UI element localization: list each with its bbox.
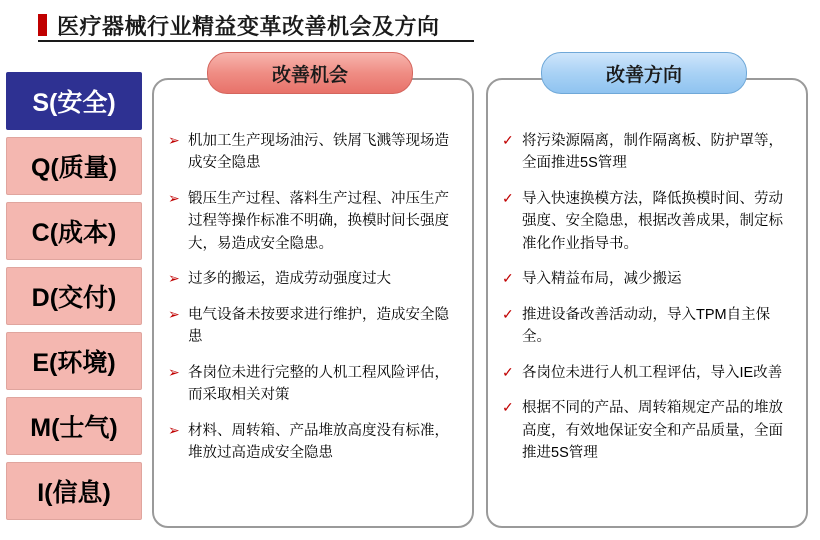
list-item-text: 机加工生产现场油污、铁屑飞溅等现场造成安全隐患: [188, 133, 449, 172]
opportunity-panel: [152, 78, 474, 528]
check-bullet-icon: ✓: [502, 363, 514, 380]
sqcdemi-item-environment[interactable]: E(环境): [6, 332, 142, 390]
list-item: [502, 130, 794, 175]
sqcdemi-item-quality[interactable]: Q(质量): [6, 137, 142, 195]
list-item-text: 各岗位未进行人机工程评估，导入IE改善: [522, 364, 783, 381]
arrow-bullet-icon: ➢: [168, 132, 180, 148]
list-item-text: 电气设备未按要求进行维护，造成安全隐患: [188, 306, 449, 346]
direction-header-pill: 改善方向: [541, 52, 747, 94]
list-item: [168, 304, 460, 349]
list-item-text: 导入精益布局，减少搬运: [522, 271, 682, 288]
title-underline: [38, 40, 474, 42]
list-item-text: 各岗位未进行完整的人机工程风险评估，而采取相关对策: [188, 364, 449, 404]
check-bullet-icon: ✓: [502, 270, 514, 287]
arrow-bullet-icon: ➢: [168, 421, 180, 438]
list-item: [168, 130, 460, 175]
check-bullet-icon: ✓: [502, 189, 514, 206]
arrow-bullet-icon: ➢: [168, 189, 180, 206]
list-item: [168, 188, 460, 255]
check-bullet-icon: ✓: [502, 305, 514, 322]
arrow-bullet-icon: ➢: [168, 305, 180, 322]
check-bullet-icon: ✓: [502, 399, 514, 416]
sqcdemi-list: [6, 72, 142, 527]
list-item: [502, 362, 794, 384]
list-item: [502, 304, 794, 349]
direction-panel: [486, 78, 808, 528]
list-item: [502, 188, 794, 255]
sqcdemi-item-cost[interactable]: C(成本): [6, 202, 142, 260]
sqcdemi-item-delivery[interactable]: D(交付): [6, 267, 142, 325]
page-title: [38, 8, 498, 42]
list-item-text: 材料、周转箱、产品堆放高度没有标准，堆放过高造成安全隐患: [188, 422, 449, 462]
list-item-text: 将污染源隔离，制作隔离板、防护罩等，全面推进5S管理: [522, 133, 783, 172]
sqcdemi-item-morale[interactable]: M(士气): [6, 397, 142, 455]
check-bullet-icon: ✓: [502, 132, 514, 148]
opportunity-list: [168, 130, 460, 478]
list-item: [168, 362, 460, 407]
list-item: [502, 397, 794, 464]
sqcdemi-item-information[interactable]: I(信息): [6, 462, 142, 520]
list-item: [502, 268, 794, 290]
list-item-text: 根据不同的产品、周转箱规定产品的堆放高度，有效地保证安全和产品质量，全面推进5S管理: [522, 400, 783, 462]
arrow-bullet-icon: ➢: [168, 363, 180, 380]
arrow-bullet-icon: ➢: [168, 270, 180, 287]
page-title-text: 医疗器械行业精益变革改善机会及方向: [57, 13, 440, 39]
list-item: [168, 420, 460, 465]
list-item-text: 锻压生产过程、落料生产过程、冲压生产过程等操作标准不明确，换模时间长强度大，易造成安全隐患。: [188, 190, 449, 252]
list-item-text: 导入快速换模方法，降低换模时间、劳动强度、安全隐患，根据改善成果，制定标准化作业指导书。: [522, 190, 783, 252]
list-item-text: 过多的搬运，造成劳动强度过大: [188, 271, 391, 288]
title-marker-icon: [38, 14, 47, 36]
direction-list: [502, 130, 794, 478]
opportunity-header-pill: 改善机会: [207, 52, 413, 94]
list-item: [168, 268, 460, 290]
sqcdemi-item-safety[interactable]: S(安全): [6, 72, 142, 130]
list-item-text: 推进设备改善活动动，导入TPM自主保全。: [522, 306, 771, 346]
